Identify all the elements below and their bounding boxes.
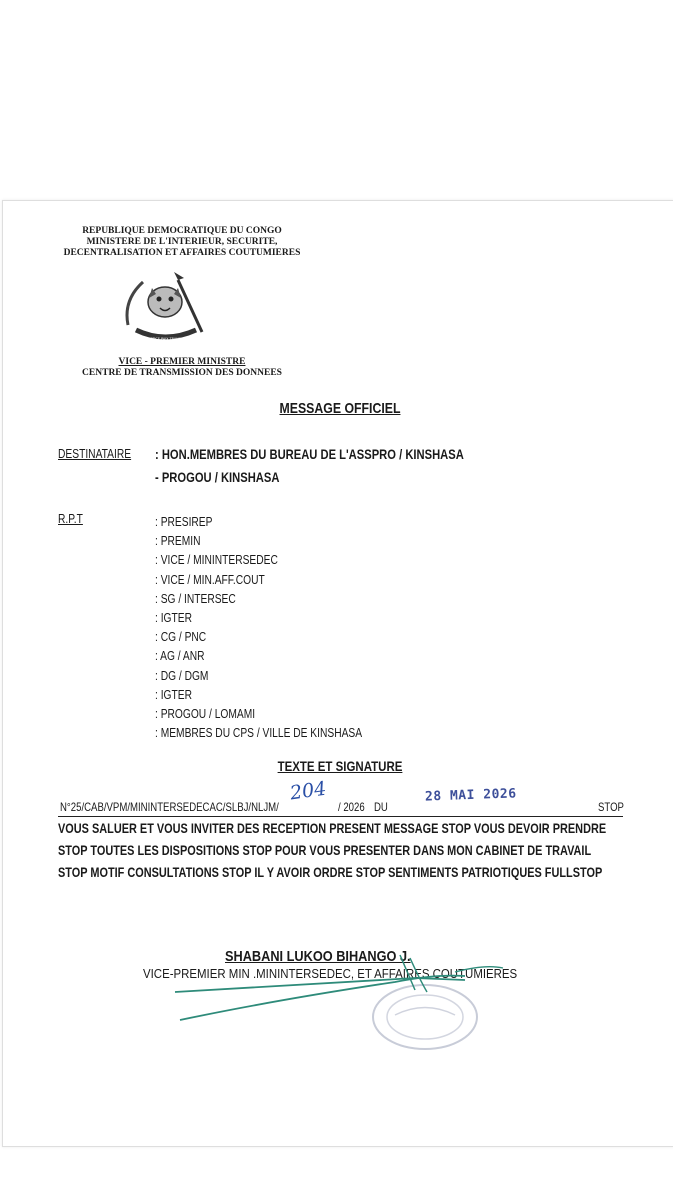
- destinataire-label: DESTINATAIRE: [58, 447, 132, 461]
- office-title: VICE - PREMIER MINISTRE: [118, 357, 246, 367]
- reference-prefix: N°25/CAB/VPM/MININTERSEDECAC/SLBJ/NLJM/: [60, 800, 279, 814]
- message-body-line: STOP MOTIF CONSULTATIONS STOP IL Y AVOIR ORDRE STOP SENTIMENTS PATRIOTIQUES FULLSTOP: [58, 864, 603, 880]
- emblem-motto: JUSTICE PAIX TRAVAIL: [146, 337, 184, 341]
- reference-year: / 2026: [338, 800, 365, 814]
- header-country: REPUBLIQUE DEMOCRATIQUE DU CONGO: [82, 226, 282, 236]
- signatory-title: VICE-PREMIER MIN .MININTERSEDEC, ET AFFAIRES COUTUMIERES: [143, 966, 518, 981]
- rpt-item: : MEMBRES DU CPS / VILLE DE KINSHASA: [155, 725, 363, 741]
- header-ministry: MINISTERE DE L'INTERIEUR, SECURITE,: [86, 237, 278, 247]
- destinataire-line: : HON.MEMBRES DU BUREAU DE L'ASSPRO / KINSHASA: [155, 446, 464, 462]
- message-body-line: VOUS SALUER ET VOUS INVITER DES RECEPTION PRESENT MESSAGE STOP VOUS DEVOIR PRENDRE: [58, 820, 607, 836]
- coat-of-arms-emblem: [118, 270, 213, 350]
- rpt-item: : CG / PNC: [155, 629, 207, 645]
- rpt-item: : DG / DGM: [155, 667, 209, 683]
- reference-line: [58, 800, 623, 817]
- rpt-item: : PRESIREP: [155, 514, 213, 529]
- rpt-item: : SG / INTERSEC: [155, 590, 236, 606]
- texte-signature-title: TEXTE ET SIGNATURE: [277, 758, 403, 774]
- rpt-item: : VICE / MININTERSEDEC: [155, 552, 278, 568]
- rpt-list: [155, 512, 414, 742]
- header-department: DECENTRALISATION ET AFFAIRES COUTUMIERES: [63, 248, 301, 258]
- rpt-item: : IGTER: [155, 609, 192, 625]
- date-stamp: 28 MAI 2026: [424, 786, 517, 805]
- rpt-item: : VICE / MIN.AFF.COUT: [155, 571, 265, 587]
- transmission-center: CENTRE DE TRANSMISSION DES DONNEES: [82, 368, 282, 378]
- message-body-line: STOP TOUTES LES DISPOSITIONS STOP POUR VOUS PRESENTER DANS MON CABINET DE TRAVAIL: [58, 842, 592, 858]
- destinataire-line: - PROGOU / KINSHASA: [155, 469, 280, 485]
- message-title: MESSAGE OFFICIEL: [279, 400, 401, 417]
- handwritten-signature: [165, 950, 505, 1030]
- rpt-label: R.P.T: [58, 512, 83, 526]
- reference-stop: STOP: [598, 800, 624, 814]
- rpt-item: : AG / ANR: [155, 648, 205, 664]
- rpt-item: : IGTER: [155, 686, 192, 702]
- rpt-item: : PREMIN: [155, 533, 201, 549]
- handwritten-number: 204: [288, 777, 328, 805]
- rpt-item: : PROGOU / LOMAMI: [155, 705, 256, 721]
- reference-du: DU: [374, 800, 388, 814]
- signatory-name: SHABANI LUKOO BIHANGO J.: [225, 948, 411, 965]
